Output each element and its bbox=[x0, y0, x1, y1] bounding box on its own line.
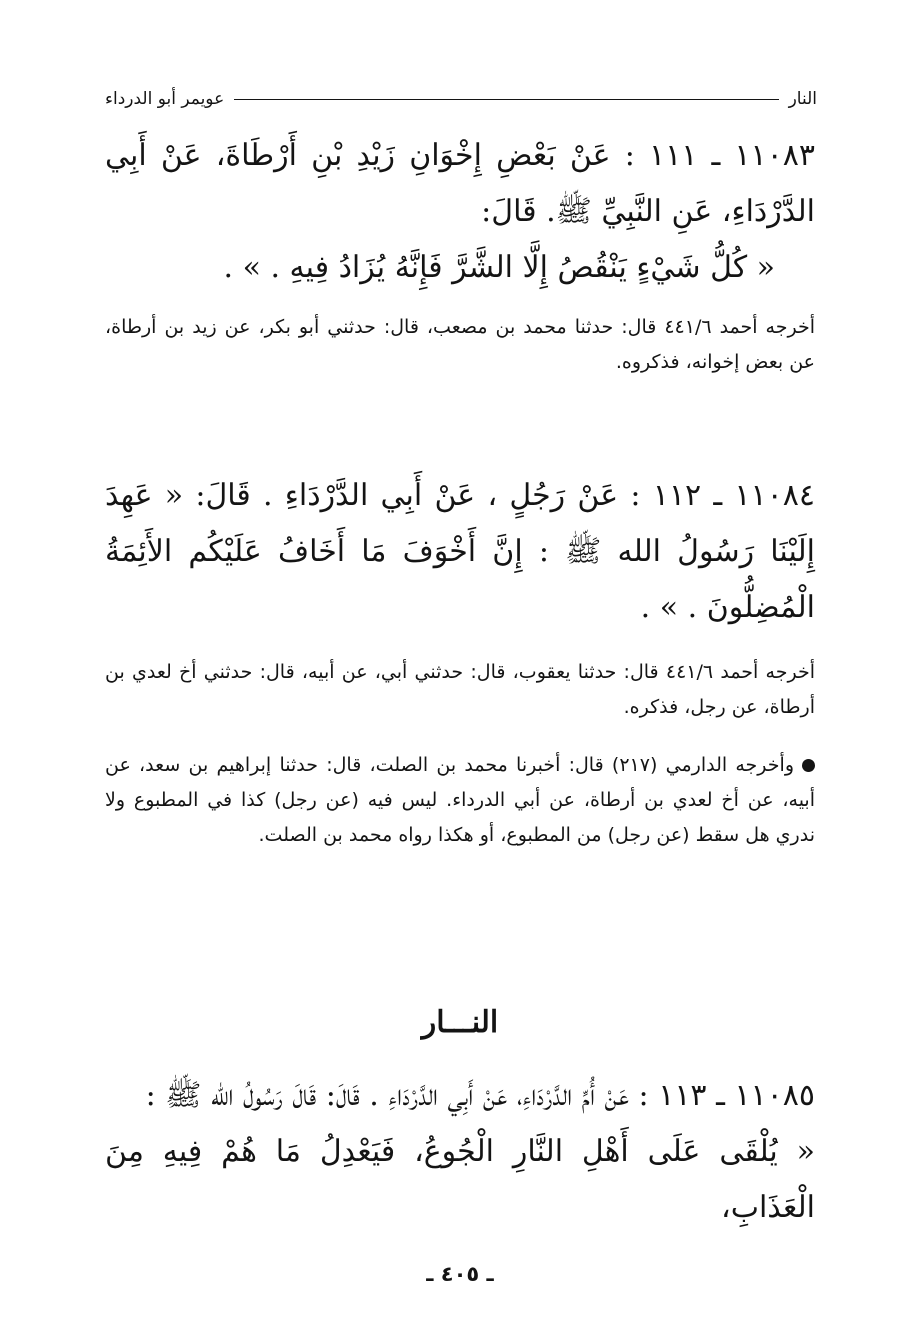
hadith-11085 bbox=[105, 1068, 815, 1236]
hadith-text: ١١٠٨٥ ـ ١١٣ : عَنْ أُمِّ الدَّرْدَاءِ، عَنْ أَبِي الدَّرْدَاءِ . قَالَ: قَالَ رَسُولُ الله ﷺ : bbox=[145, 1078, 815, 1113]
hadith-quote: « يُلْقَى عَلَى أَهْلِ النَّارِ الْجُوعُ، فَيَعْدِلُ مَا هُمْ فِيهِ مِنَ الْعَذَابِ، bbox=[105, 1134, 815, 1225]
page-number: ـ ٤٠٥ ـ bbox=[426, 1262, 494, 1286]
header-chapter: النار bbox=[788, 89, 817, 109]
section-title: النـــار bbox=[421, 1005, 499, 1040]
hadith-text: ١١٠٨٣ ـ ١١١ : عَنْ بَعْضِ إِخْوَانِ زَيْدِ بْنِ أَرْطَاةَ، عَنْ أَبِي الدَّرْدَاءِ، عَنِ النَّبِيِّ ﷺ. قَالَ: bbox=[105, 138, 815, 229]
running-header bbox=[105, 84, 817, 114]
hadith-11083 bbox=[105, 128, 815, 296]
takhrij-11083: أخرجه أحمد ٤٤١/٦ قال: حدثنا محمد بن مصعب، قال: حدثني أبو بكر، عن زيد بن أرطاة، عن بعض إخوانه، فذكروه. bbox=[105, 316, 815, 373]
takhrij-11084: أخرجه أحمد ٤٤١/٦ قال: حدثنا يعقوب، قال: حدثني أبي، عن أبيه، قال: حدثني أخ لعدي بن أرطاة، عن رجل، فذكره. bbox=[105, 661, 815, 718]
header-companion: عويمر أبو الدرداء bbox=[105, 89, 225, 109]
takhrij-11084-darimi bbox=[105, 748, 815, 853]
hadith-quote: « كُلُّ شَيْءٍ يَنْقُصُ إِلَّا الشَّرَّ فَإِنَّهُ يُزَادُ فِيهِ . » . bbox=[223, 250, 775, 285]
bullet-icon bbox=[802, 759, 815, 772]
header-rule bbox=[234, 99, 778, 100]
darimi-note: وأخرجه الدارمي (٢١٧) قال: أخبرنا محمد بن الصلت، قال: حدثنا إبراهيم بن سعد، عن أبيه، عن أخ لعدي بن أرطاة، عن أبي الدرداء. ليس فيه (عن رجل) كذا في المطبوع ولا ندري هل سقط (عن رجل) من المطبوع، أو هكذا رواه محمد بن الصلت. bbox=[105, 754, 815, 846]
hadith-11084: ١١٠٨٤ ـ ١١٢ : عَنْ رَجُلٍ ، عَنْ أَبِي الدَّرْدَاءِ . قَالَ: « عَهِدَ إِلَيْنَا رَسُولُ الله ﷺ : إِنَّ أَخْوَفَ مَا أَخَافُ عَلَيْكُم الأَئِمَةُ الْمُضِلُّونَ . » . bbox=[105, 478, 815, 625]
